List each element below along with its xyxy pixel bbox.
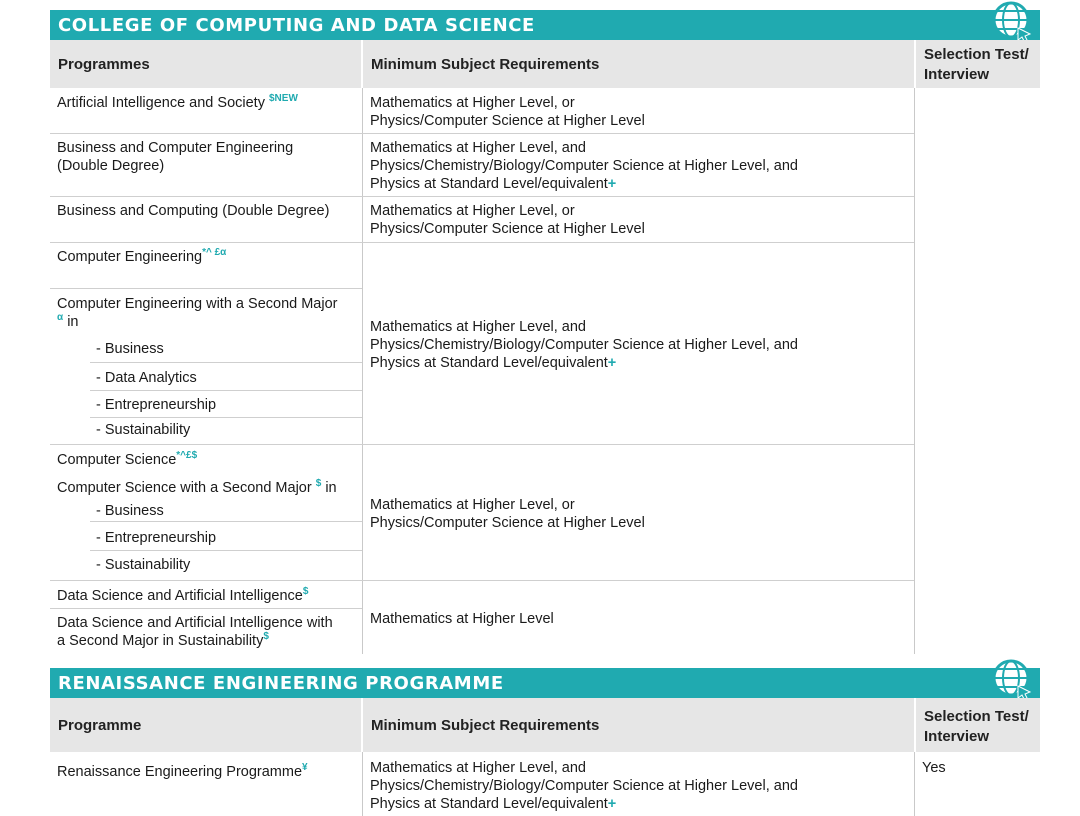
requirement-line: Mathematics at Higher Level, or <box>370 497 575 513</box>
requirement-line: Mathematics at Higher Level, or <box>370 95 575 111</box>
programme-name <box>57 763 357 781</box>
requirement-line <box>370 354 910 372</box>
programme-name-text: a Second Major in Sustainability <box>57 633 264 649</box>
requirement-line: Mathematics at Higher Level, and <box>370 760 586 776</box>
header-selection-text: Selection Test/ Interview <box>924 46 1029 83</box>
second-major-item: - Entrepreneurship <box>96 397 217 413</box>
programme-mark: ¥ <box>302 762 308 774</box>
row-divider <box>90 362 362 363</box>
requirement-line <box>370 795 910 813</box>
requirement-line <box>370 175 910 193</box>
programme-name-line <box>57 313 357 331</box>
programme-name-text: Business and Computing (Double Degree) <box>57 203 330 219</box>
programme-name <box>57 451 357 469</box>
column-divider <box>914 752 915 816</box>
header-programmes-text: Programmes <box>58 55 150 73</box>
section-title-ccds <box>50 10 1040 40</box>
requirement-text <box>370 202 910 238</box>
requirement-line-text: Physics at Standard Level/equivalent <box>370 176 608 192</box>
header-requirements-text: Minimum Subject Requirements <box>371 55 600 73</box>
requirement-text <box>370 139 910 193</box>
header-selection-text: Selection Test/ Interview <box>924 708 1029 745</box>
programme-mark: $ <box>315 478 322 490</box>
programme-name <box>57 94 357 112</box>
header-requirements-text: Minimum Subject Requirements <box>371 716 600 734</box>
programme-name-text: Renaissance Engineering Programme <box>57 764 303 780</box>
requirement-line: Physics/Chemistry/Biology/Computer Science at Higher Level, and <box>370 337 798 353</box>
row-divider <box>50 444 914 445</box>
row-divider <box>90 417 362 418</box>
programme-name-text: (Double Degree) <box>57 158 165 174</box>
row-divider <box>50 242 914 243</box>
row-divider <box>50 288 362 289</box>
programme-name-line <box>57 632 357 650</box>
requirement-line: Mathematics at Higher Level <box>370 611 554 627</box>
requirement-text <box>370 496 910 532</box>
row-divider <box>50 580 914 581</box>
programme-name-text: in <box>325 480 337 496</box>
header-programmes <box>50 40 361 88</box>
column-divider <box>362 752 363 816</box>
programme-name-text: Data Science and Artificial Intelligence <box>57 588 303 604</box>
selection-value: Yes <box>922 760 946 776</box>
programme-name-text: Business and Computer Engineering <box>57 140 294 156</box>
programme-name <box>57 202 357 220</box>
row-divider <box>90 390 362 391</box>
globe-cursor-icon <box>990 658 1034 702</box>
header-requirements <box>363 40 914 88</box>
programme-name <box>57 587 357 605</box>
programme-name-text: in <box>67 314 79 330</box>
requirement-line-text: Physics at Standard Level/equivalent <box>370 796 608 812</box>
second-major-item: - Business <box>96 503 164 519</box>
programme-mark: α <box>57 312 64 324</box>
requirement-text <box>370 318 910 372</box>
header-requirements <box>363 698 914 752</box>
section-title-text: COLLEGE OF COMPUTING AND DATA SCIENCE <box>58 14 535 36</box>
column-divider <box>914 88 915 654</box>
header-programme <box>50 698 361 752</box>
plus-mark: + <box>607 176 617 192</box>
second-major-item: - Sustainability <box>96 422 191 438</box>
section-title-renaissance <box>50 668 1040 698</box>
row-divider <box>90 550 362 551</box>
second-major-item: - Business <box>96 341 164 357</box>
requirement-line: Mathematics at Higher Level, and <box>370 319 586 335</box>
programme-name-text: Computer Science with a Second Major <box>57 480 312 496</box>
requirement-text <box>370 759 910 813</box>
programme-name-text: Computer Engineering with a Second Major <box>57 296 338 312</box>
requirement-line: Mathematics at Higher Level, and <box>370 140 586 156</box>
plus-mark: + <box>607 355 617 371</box>
programme-name <box>57 139 357 175</box>
programme-mark: $ <box>302 586 309 598</box>
header-programme-text: Programme <box>58 716 142 734</box>
section-title-text: RENAISSANCE ENGINEERING PROGRAMME <box>58 672 504 694</box>
requirement-line: Physics/Chemistry/Biology/Computer Science at Higher Level, and <box>370 158 798 174</box>
programme-mark: $NEW <box>268 93 298 105</box>
programme-name-text: Computer Science <box>57 452 177 468</box>
requirement-line: Physics/Computer Science at Higher Level <box>370 113 645 129</box>
requirement-line-text: Physics at Standard Level/equivalent <box>370 355 608 371</box>
globe-cursor-icon <box>990 0 1034 44</box>
second-major-item: - Sustainability <box>96 557 191 573</box>
row-divider <box>50 196 914 197</box>
row-divider <box>50 608 362 609</box>
header-selection <box>916 698 1040 752</box>
plus-mark: + <box>607 796 617 812</box>
requirement-line: Mathematics at Higher Level, or <box>370 203 575 219</box>
programme-mark: *^ £α <box>202 247 227 259</box>
programme-name-text: Artificial Intelligence and Society <box>57 95 265 111</box>
programme-mark: $ <box>263 631 269 643</box>
programme-name <box>57 295 357 331</box>
requirement-line: Physics/Computer Science at Higher Level <box>370 221 645 237</box>
second-major-item: - Data Analytics <box>96 370 197 386</box>
programme-mark: *^£$ <box>176 450 198 462</box>
requirement-text <box>370 610 910 628</box>
programme-name-text: Data Science and Artificial Intelligence with <box>57 615 333 631</box>
second-major-item: - Entrepreneurship <box>96 530 217 546</box>
programme-name <box>57 248 357 266</box>
programme-name <box>57 614 357 650</box>
programme-name-text: Computer Engineering <box>57 249 203 265</box>
requirement-line: Physics/Chemistry/Biology/Computer Science at Higher Level, and <box>370 778 798 794</box>
header-selection <box>916 40 1040 88</box>
requirement-line: Physics/Computer Science at Higher Level <box>370 515 645 531</box>
column-divider <box>362 88 363 654</box>
row-divider <box>50 133 914 134</box>
programme-name <box>57 479 357 497</box>
requirement-text <box>370 94 910 130</box>
row-divider <box>90 521 362 522</box>
